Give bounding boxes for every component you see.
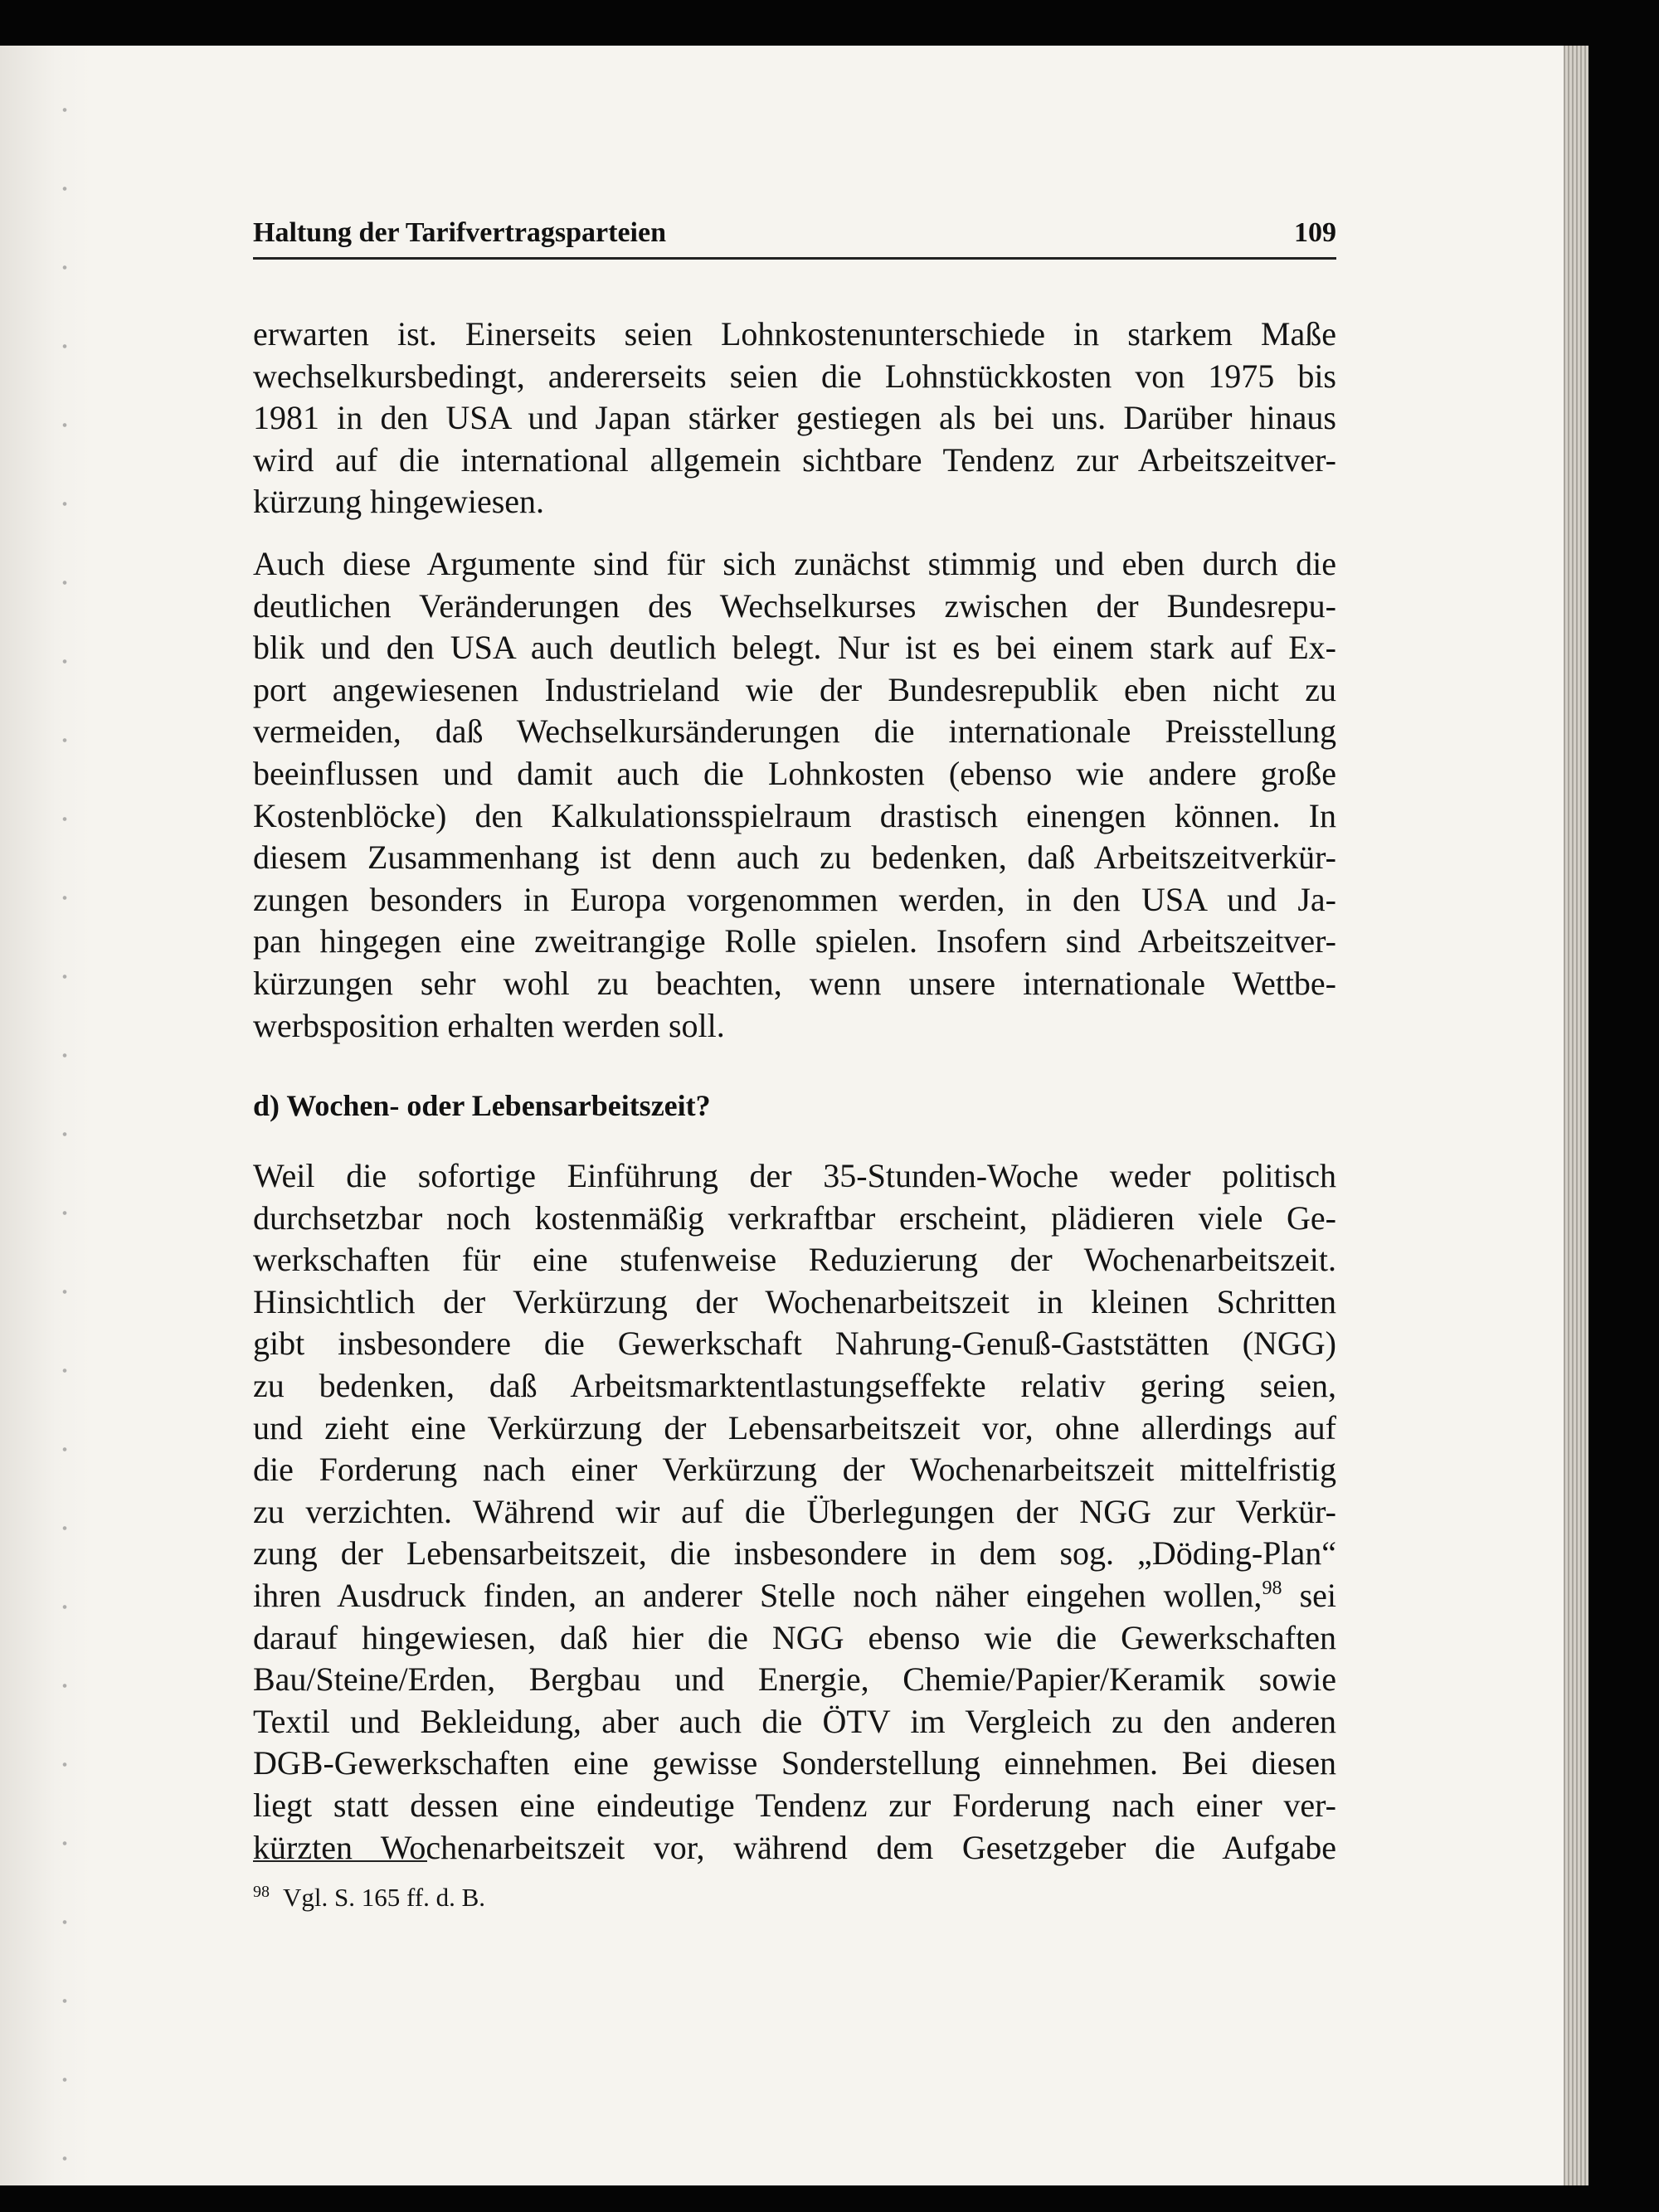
text-line: kürzung hingewiesen. [253, 483, 545, 521]
text-segment: ihren Ausdruck finden, an anderer Stelle noch näher eingehen wollen, [253, 1577, 1262, 1615]
body-text [253, 314, 1336, 1869]
text-line: liegt statt dessen eine eindeutige Tendenz zur Forderung nach einer ver- [253, 1787, 1336, 1824]
paragraph-3 [253, 1155, 1336, 1869]
footnote [253, 1876, 485, 1913]
text-line: werbsposition erhalten werden soll. [253, 1006, 725, 1044]
text-line: und zieht eine Verkürzung der Lebensarbeitszeit vor, ohne allerdings auf [253, 1408, 1336, 1446]
text-line: kürzungen sehr wohl zu beachten, wenn unsere internationale Wettbe- [253, 964, 1336, 1002]
text-line: durchsetzbar noch kostenmäßig verkraftbar erscheint, plädieren viele Ge- [253, 1198, 1336, 1237]
footnote-rule [253, 1860, 427, 1862]
text-line: darauf hingewiesen, daß hier die NGG ebenso wie die Gewerkschaften [253, 1618, 1336, 1656]
text-line: zungen besonders in Europa vorgenommen werden, in den USA und Ja- [253, 880, 1336, 918]
text-line: 1981 in den USA und Japan stärker gestiegen als bei uns. Darüber hinaus [253, 399, 1336, 437]
text-line: Weil die sofortige Einführung der 35-Stunden-Woche weder politisch [253, 1157, 1336, 1195]
text-line: Auch diese Argumente sind für sich zunächst stimmig und eben durch die [253, 544, 1336, 582]
running-header [253, 217, 1336, 260]
text-line: zu bedenken, daß Arbeitsmarktentlastungseffekte relativ gering seien, [253, 1367, 1336, 1405]
text-line: erwarten ist. Einerseits seien Lohnkostenunterschiede in starkem Maße [253, 315, 1336, 352]
paragraph-1 [253, 314, 1336, 523]
footnote-reference[interactable]: 98 [1262, 1578, 1282, 1600]
text-line: zu verzichten. Während wir auf die Überlegungen der NGG zur Verkür- [253, 1492, 1336, 1530]
text-line: diesem Zusammenhang ist denn auch zu bedenken, daß Arbeitszeitverkür- [253, 839, 1336, 877]
text-line-with-footnote-ref [253, 1575, 1336, 1617]
text-line: deutlichen Veränderungen des Wechselkurses zwischen der Bundesrepu- [253, 586, 1336, 625]
text-line: kürzten Wochenarbeitszeit vor, während dem Gesetzgeber die Aufgabe [253, 1828, 1336, 1866]
text-line: port angewiesenen Industrieland wie der Bundesrepublik eben nicht zu [253, 670, 1336, 708]
text-line: Hinsichtlich der Verkürzung der Wochenarbeitszeit in kleinen Schritten [253, 1282, 1336, 1320]
text-line: pan hingegen eine zweitrangige Rolle spielen. Insofern sind Arbeitszeitver- [253, 922, 1336, 960]
section-heading: d) Wochen- oder Lebensarbeitszeit? [253, 1089, 711, 1123]
text-segment: sei [1282, 1577, 1336, 1615]
text-line: Textil und Bekleidung, aber auch die ÖTV im Vergleich zu den anderen [253, 1702, 1336, 1740]
text-line: beeinflussen und damit auch die Lohnkosten (ebenso wie andere große [253, 754, 1336, 792]
paragraph-2 [253, 543, 1336, 1047]
text-line: Kostenblöcke) den Kalkulationsspielraum drastisch einengen können. In [253, 796, 1336, 834]
text-line: die Forderung nach einer Verkürzung der Wochenarbeitszeit mittelfristig [253, 1451, 1336, 1489]
text-line: werkschaften für eine stufenweise Reduzierung der Wochenarbeitszeit. [253, 1241, 1336, 1279]
footnote-text: Vgl. S. 165 ff. d. B. [283, 1883, 486, 1912]
text-line: Bau/Steine/Erden, Bergbau und Energie, Chemie/Papier/Keramik sowie [253, 1660, 1336, 1699]
text-line: blik und den USA auch deutlich belegt. Nur ist es bei einem stark auf Ex- [253, 629, 1336, 667]
text-line: zung der Lebensarbeitszeit, die insbesondere in dem sog. „Döding-Plan“ [253, 1534, 1336, 1573]
text-line: gibt insbesondere die Gewerkschaft Nahrung-Genuß-Gaststätten (NGG) [253, 1325, 1336, 1363]
text-line: wird auf die international allgemein sichtbare Tendenz zur Arbeitszeitver- [253, 440, 1336, 479]
page-edge-stack [1564, 46, 1588, 2185]
text-line: vermeiden, daß Wechselkursänderungen die internationale Preisstellung [253, 712, 1336, 751]
footnote-number: 98 [253, 1883, 270, 1901]
binding-marks [8, 46, 91, 2185]
running-title: Haltung der Tarifvertragsparteien [253, 217, 666, 248]
text-line: DGB-Gewerkschaften eine gewisse Sonderstellung einnehmen. Bei diesen [253, 1744, 1336, 1782]
page-number: 109 [1294, 217, 1336, 248]
text-line: wechselkursbedingt, andererseits seien die Lohnstückkosten von 1975 bis [253, 357, 1336, 395]
